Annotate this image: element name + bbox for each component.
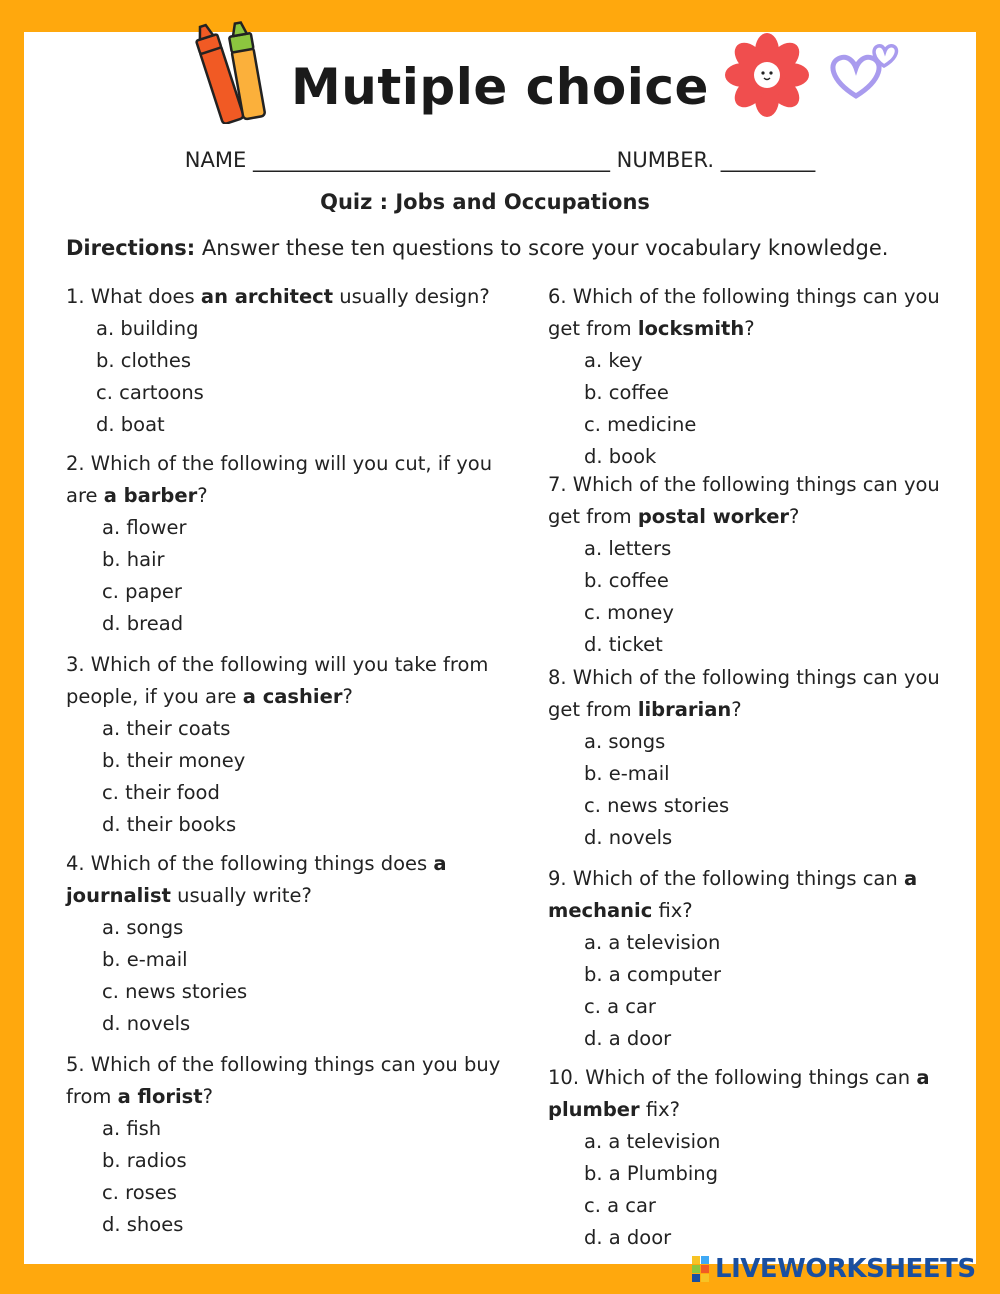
directions-text: Answer these ten questions to score your vocabulary knowledge. [201,236,889,260]
question-4 [66,848,486,1040]
question-8 [548,662,958,854]
liveworksheets-logo[interactable] [692,1254,976,1284]
option-c[interactable]: c. cartoons [96,381,204,404]
option-b[interactable]: b. their money [102,749,246,772]
name-blank[interactable]: __________________________________ [252,148,610,172]
question-text: 8. Which of the following things can you get from librarian? [548,666,940,721]
option-c[interactable]: c. news stories [584,794,730,817]
option-a[interactable]: a. building [96,317,199,340]
option-a[interactable]: a. a television [584,931,721,954]
logo-blocks-icon [692,1256,709,1282]
directions [66,236,888,260]
option-b[interactable]: b. a Plumbing [584,1162,718,1185]
question-9 [548,863,948,1055]
question-text: 7. Which of the following things can you get from postal worker? [548,473,940,528]
option-a[interactable]: a. songs [584,730,666,753]
page-title: Mutiple choice [291,58,709,116]
option-c[interactable]: c. paper [102,580,182,603]
question-3 [66,649,516,841]
quiz-title: Quiz : Jobs and Occupations [320,190,650,214]
number-blank[interactable]: _________ [720,148,816,172]
question-5 [66,1049,516,1241]
option-d[interactable]: d. a door [584,1226,672,1249]
question-2 [66,448,516,640]
question-6 [548,281,958,473]
question-7 [548,469,958,661]
option-c[interactable]: c. medicine [584,413,697,436]
option-b[interactable]: b. radios [102,1149,187,1172]
option-a[interactable]: a. key [584,349,643,372]
name-number-line [0,148,1000,172]
option-d[interactable]: d. novels [584,826,673,849]
option-b[interactable]: b. hair [102,548,165,571]
option-a[interactable]: a. their coats [102,717,231,740]
option-d[interactable]: d. shoes [102,1213,184,1236]
option-b[interactable]: b. e-mail [102,948,188,971]
question-text: 1. What does an architect usually design? [66,285,490,308]
question-text: 5. Which of the following things can you buy from a florist? [66,1053,501,1108]
question-text: 2. Which of the following will you cut, if you are a barber? [66,452,493,507]
question-text: 4. Which of the following things does a journalist usually write? [66,852,447,907]
question-text: 10. Which of the following things can a plumber fix? [548,1066,930,1121]
option-a[interactable]: a. a television [584,1130,721,1153]
option-d[interactable]: d. book [584,445,657,468]
option-a[interactable]: a. flower [102,516,187,539]
option-c[interactable]: c. money [584,601,674,624]
question-text: 9. Which of the following things can a mechanic fix? [548,867,918,922]
option-d[interactable]: d. a door [584,1027,672,1050]
question-10 [548,1062,948,1254]
option-d[interactable]: d. novels [102,1012,191,1035]
option-d[interactable]: d. their books [102,813,237,836]
option-c[interactable]: c. their food [102,781,220,804]
logo-text: LIVEWORKSHEETS [715,1254,976,1284]
option-b[interactable]: b. e-mail [584,762,670,785]
option-b[interactable]: b. coffee [584,569,669,592]
option-b[interactable]: b. coffee [584,381,669,404]
option-c[interactable]: c. a car [584,1194,656,1217]
option-b[interactable]: b. clothes [96,349,192,372]
option-c[interactable]: c. news stories [102,980,248,1003]
question-1 [66,281,516,441]
question-text: 3. Which of the following will you take from people, if you are a cashier? [66,653,489,708]
number-label: NUMBER. [616,148,715,172]
option-c[interactable]: c. a car [584,995,656,1018]
option-d[interactable]: d. bread [102,612,184,635]
name-label: NAME [184,148,247,172]
option-d[interactable]: d. ticket [584,633,663,656]
option-d[interactable]: d. boat [96,413,165,436]
option-a[interactable]: a. fish [102,1117,162,1140]
flower-icon [722,30,812,120]
directions-label: Directions: [66,236,196,260]
option-a[interactable]: a. letters [584,537,672,560]
option-b[interactable]: b. a computer [584,963,721,986]
hearts-icon [826,36,902,106]
option-a[interactable]: a. songs [102,916,184,939]
question-text: 6. Which of the following things can you get from locksmith? [548,285,940,340]
option-c[interactable]: c. roses [102,1181,177,1204]
